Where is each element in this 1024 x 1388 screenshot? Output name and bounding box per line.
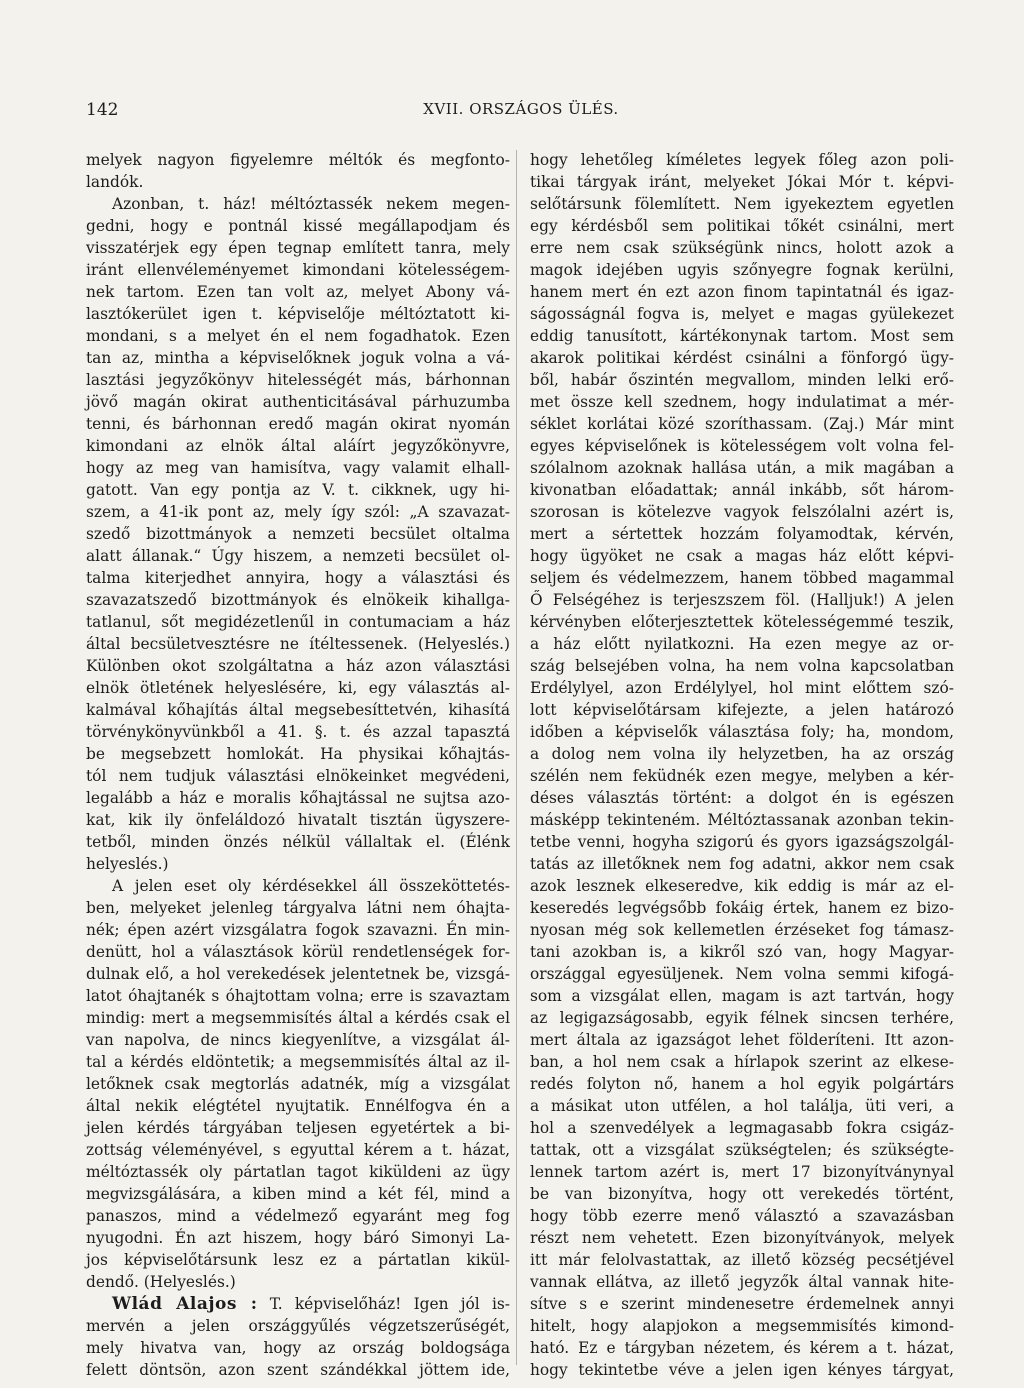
text-line: részt nem vehetett. Ezen bizonyítványok, melyek bbox=[530, 1229, 954, 1247]
text-line: méltóztassék oly pártatlan tagot kiküldeni az ügy bbox=[86, 1163, 510, 1181]
text-line: hogy több ezerre menő választó a szavazásban bbox=[530, 1207, 954, 1225]
text-line: vannak ellátva, az illető jegyzők által vannak hite- bbox=[530, 1273, 954, 1291]
text-line: mondani, s a melyet én el nem fogadhatok. Ezen bbox=[86, 327, 510, 345]
text-line: országgal egyesüljenek. Nem volna semmi kifogá- bbox=[530, 965, 954, 983]
text-line: Azonban, t. ház! méltóztassék nekem megen- bbox=[112, 195, 510, 213]
text-line: mert általa az igazságot lehet földeríteni. Itt azon- bbox=[530, 1031, 954, 1049]
text-line: kalmával kőhajítás által megsebesíttetvén, kihasítá bbox=[86, 701, 510, 719]
text-line: déses választás történt: a dolgot én is egészen bbox=[530, 789, 954, 807]
page-header bbox=[86, 100, 956, 124]
text-line: hogy tekintetbe véve a jelen igen kényes tárgyat, bbox=[530, 1361, 954, 1379]
text-line: helyeslés.) bbox=[86, 855, 169, 873]
text-line: szélén nem feküdnék ezen megye, melyben a kér- bbox=[530, 767, 954, 785]
text-line: hitelt, hogy alapjokon a megsemmisítés kimond- bbox=[530, 1317, 954, 1335]
text-line: jelen kérdés tárgyában teljesen egyetértek a bi- bbox=[86, 1119, 510, 1137]
text-line: szem, a 41-ik pont az, mely így szól: „A szavazat- bbox=[86, 503, 510, 521]
text-line: azok lesznek elkeseredve, kik eddig is már az el- bbox=[530, 877, 954, 895]
text-line: som a vizsgálat ellen, magam is azt tartván, hogy bbox=[530, 987, 954, 1005]
text-line: nék; épen azért vizsgálatra fogok szavazni. Én min- bbox=[86, 921, 510, 939]
text-line: melyek nagyon figyelemre méltók és megfonto- bbox=[86, 151, 510, 169]
text-line: iránt ellenvéleményemet kimondani kötelességem- bbox=[86, 261, 510, 279]
text-line: tan az, mintha a képviselőknek joguk volna a vá- bbox=[86, 349, 510, 367]
text-line: a ház előtt nyilatkozni. Ha ezen megye az or- bbox=[530, 635, 954, 653]
text-line: nyosan még sok kellemetlen érzéseket fog támasz- bbox=[530, 921, 954, 939]
text-line: mert a sértettek hozzám folyamodtak, kérvén, bbox=[530, 525, 954, 543]
speaker-name: Wlád Alajos : bbox=[112, 1294, 258, 1314]
text-line: Különben okot szolgáltatna a ház azon választási bbox=[86, 657, 510, 675]
text-line: sítve s e szerint mindenesetre érdemelnek annyi bbox=[530, 1295, 954, 1313]
text-line: ből, habár őszintén megvallom, minden lelki erő- bbox=[530, 371, 954, 389]
text-line: itt már felolvastattak, az illető község pecsétjével bbox=[530, 1251, 954, 1269]
text-line: lasztási jegyzőkönyv hitelességét más, bárhonnan bbox=[86, 371, 510, 389]
text-line: lott képviselőtársam kifejezte, a jelen határozó bbox=[530, 701, 954, 719]
text-line: szág belsejében volna, ha nem volna kapcsolatban bbox=[530, 657, 954, 675]
text-line: keseredés legvégsőbb fokáig értek, hanem ez bizo- bbox=[530, 899, 954, 917]
text-line: akarok politikai kérdést csinálni a fönforgó ügy- bbox=[530, 349, 954, 367]
text-line: hanem mert én ezt azon finom tapintatnál és igaz- bbox=[530, 283, 954, 301]
text-line: gedni, hogy e pontnál kissé megállapodjam és bbox=[86, 217, 510, 235]
text-line: hogy ügyöket ne csak a magas ház előtt képvi- bbox=[530, 547, 954, 565]
text-line: kérvényben előterjesztettek kötelességemmé teszik, bbox=[530, 613, 954, 631]
text-line: az legigazságosabb, egyik félnek sincsen terhére, bbox=[530, 1009, 954, 1027]
text-line: szavazatszedő bizottmányok és elnökeik kihallga- bbox=[86, 591, 510, 609]
text-line: tenni, és bárhonnan eredő magán okirat nyomán bbox=[86, 415, 510, 433]
text-line: met össze kell szednem, hogy indulatimat a mér- bbox=[530, 393, 954, 411]
text-line: tani azokban is, a kikről szó van, hogy Magyar- bbox=[530, 943, 954, 961]
text-line: latot óhajtanék s óhajtottam volna; erre is szavaztam bbox=[86, 987, 510, 1005]
column-divider bbox=[516, 150, 517, 1365]
text-line: be megsebzett homlokát. Ha physikai kőhajtás- bbox=[86, 745, 510, 763]
right-text-column bbox=[530, 149, 954, 1379]
text-line: dendő. (Helyeslés.) bbox=[86, 1273, 236, 1291]
text-line: mely hivatva van, hogy az ország boldogsága bbox=[86, 1339, 510, 1357]
text-line: A jelen eset oly kérdésekkel áll összeköttetés- bbox=[112, 877, 510, 895]
text-line: visszatérjek egy épen tegnap említett tanra, mely bbox=[86, 239, 510, 257]
text-line: nek tartom. Ezen tan volt az, melyet Abony vá- bbox=[86, 283, 510, 301]
text-line: tetbe venni, hogyha szigorú és gyors igazságszolgál- bbox=[530, 833, 954, 851]
text-line: időben a képviselők választása foly; ha, mondom, bbox=[530, 723, 954, 741]
text-line: alatt állanak.“ Úgy hiszem, a nemzeti becsület ol- bbox=[86, 547, 510, 565]
text-line: ben, melyeket jelenleg tárgyalva látni nem óhajta- bbox=[86, 899, 510, 917]
text-line: gatott. Van egy pontja az V. t. cikknek, ugy hi- bbox=[86, 481, 510, 499]
text-line: be van bizonyítva, hogy ott verekedés történt, bbox=[530, 1185, 954, 1203]
text-line: törvénykönyvünkből a 41. §. t. és azzal tapasztá bbox=[86, 723, 510, 741]
text-line: hogy lehetőleg kíméletes legyek főleg azon poli- bbox=[530, 151, 954, 169]
text-line: szorosan is kötelezve vagyok felszólalni azért is, bbox=[530, 503, 954, 521]
text-line: talma kiterjedhet annyira, hogy a választási és bbox=[86, 569, 510, 587]
text-line: által becsületvesztésre ne ítéltessenek. (Helyeslés.) bbox=[86, 635, 510, 653]
text-line: elnök ötletének helyeslésére, ki, egy választás al- bbox=[86, 679, 510, 697]
text-line: panaszos, mind a védelmező egyaránt meg fog bbox=[86, 1207, 510, 1225]
text-line: tattak, ott a vizsgálat szükségtelen; és szükségte- bbox=[530, 1141, 954, 1159]
text-line: redés folyton nő, hanem a hol egyik polgártárs bbox=[530, 1075, 954, 1093]
text-line: selőtársunk fölemlített. Nem igyekeztem egyetlen bbox=[530, 195, 954, 213]
text-line: magok idejében ugyis szőnyegre fognak kerülni, bbox=[530, 261, 954, 279]
text-line: van napolva, de nincs kiegyenlítve, a vizsgálat ál- bbox=[86, 1031, 510, 1049]
text-line: kimondani az elnök által aláírt jegyzőkönyvre, bbox=[86, 437, 510, 455]
text-line: ban, a hol nem csak a hírlapok szerint az elkese- bbox=[530, 1053, 954, 1071]
text-line: szólalnom azoknak hallása után, a mik magában a bbox=[530, 459, 954, 477]
text-line: másképp tekinteném. Méltóztassanak azonban tekin- bbox=[530, 811, 954, 829]
text-line bbox=[86, 1293, 510, 1315]
left-text-column bbox=[86, 149, 510, 1379]
text-line: a dolog nem volna ily helyzetben, ha az ország bbox=[530, 745, 954, 763]
text-line: ságosságnál fogva is, melyet e magas gyülekezet bbox=[530, 305, 954, 323]
text-line: megvizsgálására, a kiben mind a két fél, mind a bbox=[86, 1185, 510, 1203]
text-line: Ő Felségéhez is terjeszszem föl. (Halljuk!) A jelen bbox=[530, 591, 954, 609]
text-line: szedő bizottmányok a nemzeti becsület oltalma bbox=[86, 525, 510, 543]
text-line: Erdélylyel, azon Erdélylyel, hol mint előttem szó- bbox=[530, 679, 954, 697]
text-line: eddig tanusított, kártékonynak tartom. Most sem bbox=[530, 327, 954, 345]
text-line: által nekik elégtétel nyujtatik. Ennélfogva én a bbox=[86, 1097, 510, 1115]
text-line: dulnak elő, a hol verekedések jelentetnek be, vizsgá- bbox=[86, 965, 510, 983]
text-line: tatás az illetőknek nem fog adatni, akkor nem csak bbox=[530, 855, 954, 873]
text-line: landók. bbox=[86, 173, 144, 191]
text-line: tikai tárgyak iránt, melyeket Jókai Mór t. képvi- bbox=[530, 173, 954, 191]
text-line: erre nem csak szükségünk nincs, holott azok a bbox=[530, 239, 954, 257]
text-line: hol a szenvedélyek a legmagasabb fokra csigáz- bbox=[530, 1119, 954, 1137]
text-line: ható. Ez e tárgyban nézetem, és kérem a t. házat, bbox=[530, 1339, 954, 1357]
text-line: zottság véleményével, s egyuttal kérem a t. házat, bbox=[86, 1141, 510, 1159]
text-line: nyugodni. Én azt hiszem, hogy báró Simonyi La- bbox=[86, 1229, 510, 1247]
text-line: egyes képviselőnek is kötelességem volt volna fel- bbox=[530, 437, 954, 455]
running-title: XVII. ORSZÁGOS ÜLÉS. bbox=[423, 100, 619, 118]
text-line: lasztókerület igen t. képviselője méltóztatott ki- bbox=[86, 305, 510, 323]
text-line: denütt, hol a választások körül rendetlenségek for- bbox=[86, 943, 510, 961]
text-line: kat, kik ily önfeláldozó hivatalt tisztán ügyszere- bbox=[86, 811, 510, 829]
text-line: felett döntsön, azon szent szándékkal jöttem ide, bbox=[86, 1361, 510, 1379]
text-line: séklet korlátai közé szoríthassam. (Zaj.) Már mint bbox=[530, 415, 954, 433]
text-line: letőknek csak megtorlás adatnék, míg a vizsgálat bbox=[86, 1075, 510, 1093]
text-line: egy kérdésből sem politikai tőkét csinálni, mert bbox=[530, 217, 954, 235]
text-line: legalább a ház e moralis kőhajtással ne sujtsa azo- bbox=[86, 789, 510, 807]
text-line: jövő magán okirat authenticitásával párhuzumba bbox=[86, 393, 510, 411]
text-line: seljem és védelmezzem, hanem többed magammal bbox=[530, 569, 954, 587]
text-line: kivonatban előadattak; annál inkább, sőt három- bbox=[530, 481, 954, 499]
text-line: hogy az meg van hamisítva, vagy valamit elhall- bbox=[86, 459, 510, 477]
page-number: 142 bbox=[86, 100, 119, 120]
text-line: tetből, minden önzés nélkül vállaltak el. (Élénk bbox=[86, 833, 510, 851]
text-line: mervén a jelen országgyűlés végzetszerűségét, bbox=[86, 1317, 510, 1335]
text-line: tatlanul, sőt megidézetlenűl in contumaciam a ház bbox=[86, 613, 510, 631]
text-line: jos képviselőtársunk lesz ez a pártatlan kikül- bbox=[86, 1251, 510, 1269]
text-line-content: T. képviselőház! Igen jól is- bbox=[257, 1295, 510, 1313]
text-line: a másikat uton utfélen, a hol találja, üti veri, a bbox=[530, 1097, 954, 1115]
text-line: lennek tartom azért is, mert 17 bizonyítványnyal bbox=[530, 1163, 954, 1181]
text-line: tal a kérdés eldöntetik; a megsemmisítés által az il- bbox=[86, 1053, 510, 1071]
text-line: tól nem tudjuk választási elnökeinket megvédeni, bbox=[86, 767, 510, 785]
text-line: mindig: mert a megsemmisítés által a kérdés csak el bbox=[86, 1009, 510, 1027]
